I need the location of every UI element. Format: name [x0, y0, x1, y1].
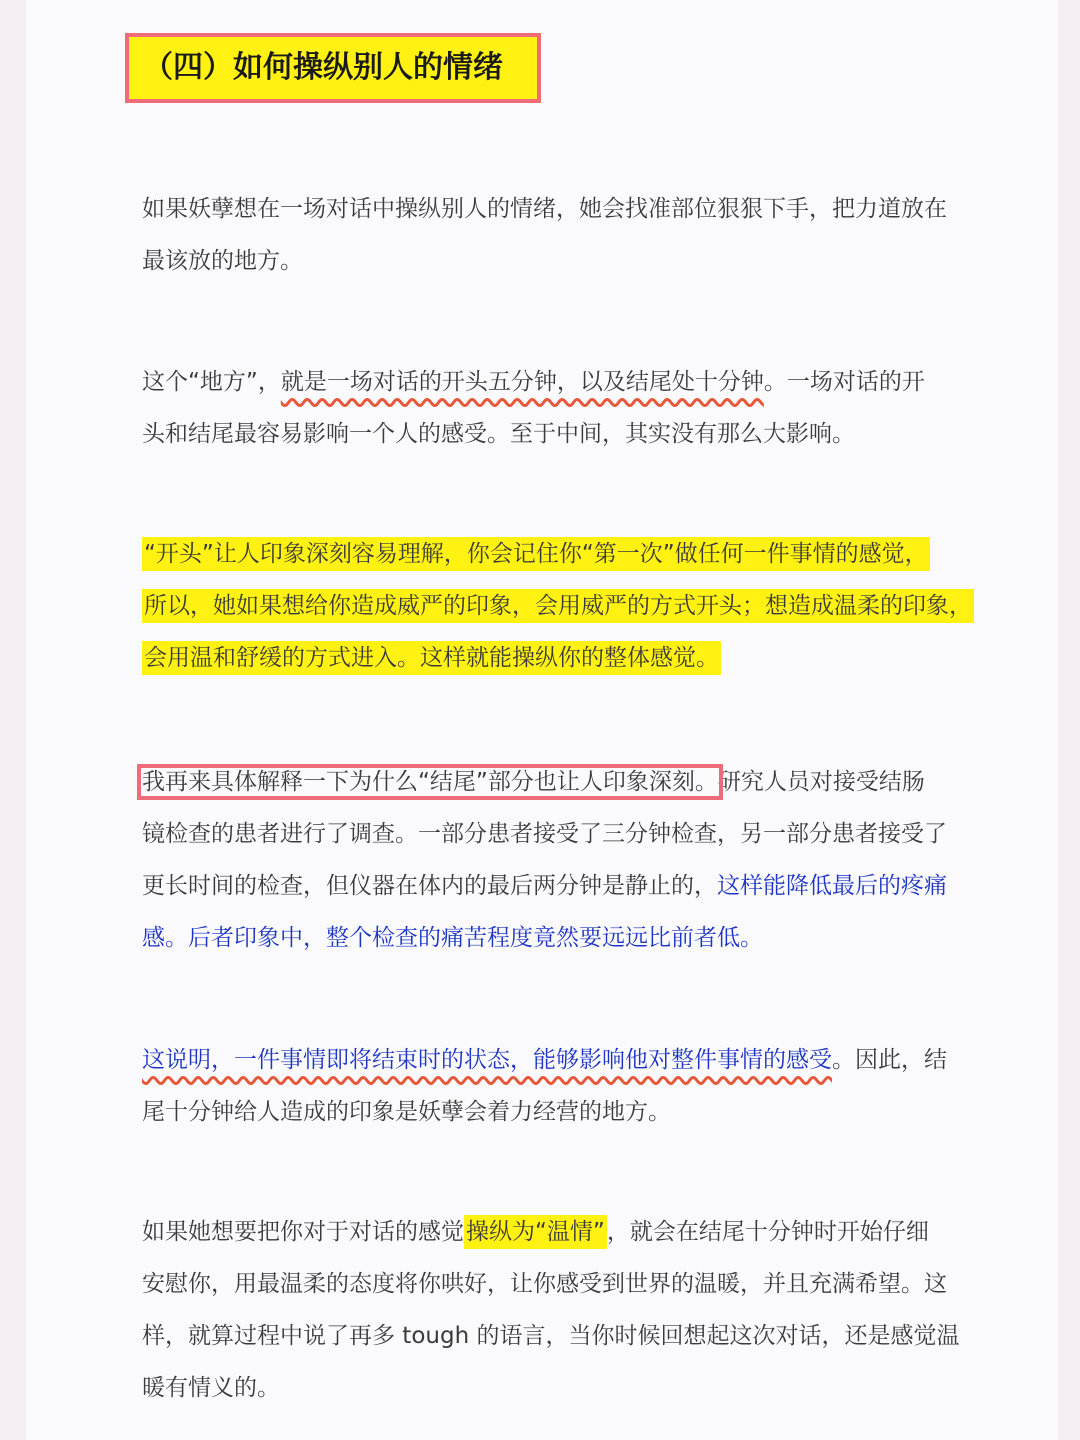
highlight: 操纵为“温情”: [464, 1215, 607, 1249]
p6-pre-text: 如果她想要把你对于对话的感觉: [142, 1219, 464, 1245]
wavy-underlined-text: 就是一场对话的开头五分钟，以及结尾处十分钟: [280, 369, 764, 395]
blue-emphasis-text: 这样能降低最后的疼痛: [717, 873, 947, 899]
paragraph-4: [142, 756, 1002, 964]
paragraph-3-line-3: [142, 632, 1002, 684]
highlight: 会用温和舒缓的方式进入。这样就能操纵你的整体感觉。: [142, 641, 721, 675]
p2-pre-text: 这个“地方”，: [142, 369, 281, 395]
paragraph-3-line-2: [142, 580, 1002, 632]
paragraph-6-line-3: 样，就算过程中说了再多 tough 的语言，当你时候回想起这次对话，还是感觉温: [142, 1323, 960, 1349]
paragraph-4-line-3: [142, 860, 1002, 912]
p2-post-text: 。一场对话的开: [763, 369, 925, 395]
boxed-sentence: 我再来具体解释一下为什么“结尾”部分也让人印象深刻。: [142, 769, 718, 795]
paragraph-6-line-1: [142, 1206, 1002, 1258]
paragraph-4-line-4: 感。后者印象中，整个检查的痛苦程度竟然要远远比前者低。: [142, 925, 763, 951]
paragraph-4-line-1: [142, 756, 1002, 808]
paragraph-5-line-2: 尾十分钟给人造成的印象是妖孽会着力经营的地方。: [142, 1099, 671, 1125]
p5-post-text: 。因此，结: [832, 1047, 947, 1073]
article-page: [26, 0, 1058, 1440]
p6-post-text: ，就会在结尾十分钟时开始仔细: [606, 1219, 929, 1245]
highlight: 所以，她如果想给你造成威严的印象，会用威严的方式开头；想造成温柔的印象，: [142, 589, 974, 623]
paragraph-6-line-2: 安慰你，用最温柔的态度将你哄好，让你感受到世界的温暖，并且充满希望。这: [142, 1271, 947, 1297]
p4-line3-black: 更长时间的检查，但仪器在体内的最后两分钟是静止的，: [142, 873, 717, 899]
paragraph-1-line-1: 如果妖孽想在一场对话中操纵别人的情绪，她会找准部位狠狠下手，把力道放在: [142, 196, 947, 222]
paragraph-2-line-1: [142, 356, 1002, 408]
paragraph-6: [142, 1206, 1002, 1414]
paragraph-3-line-1: [142, 528, 1002, 580]
paragraph-1: [142, 183, 1002, 287]
blue-wavy-underlined-text: 这说明，一件事情即将结束时的状态，能够影响他对整件事情的感受: [142, 1047, 832, 1073]
section-heading: （四）如何操纵别人的情绪: [125, 33, 541, 103]
highlight: “开头”让人印象深刻容易理解，你会记住你“第一次”做任何一件事情的感觉，: [142, 537, 930, 571]
paragraph-5: [142, 1034, 1002, 1138]
paragraph-1-line-2: 最该放的地方。: [142, 248, 303, 274]
paragraph-6-line-4: 暖有情义的。: [142, 1375, 280, 1401]
paragraph-5-line-1: [142, 1034, 1002, 1086]
paragraph-4-line-2: 镜检查的患者进行了调查。一部分患者接受了三分钟检查，另一部分患者接受了: [142, 821, 947, 847]
p4-post-text: 研究人员对接受结肠: [717, 769, 925, 795]
paragraph-2-line-2: 头和结尾最容易影响一个人的感受。至于中间，其实没有那么大影响。: [142, 421, 855, 447]
paragraph-3-highlighted: [142, 528, 1002, 684]
paragraph-2: [142, 356, 1002, 460]
